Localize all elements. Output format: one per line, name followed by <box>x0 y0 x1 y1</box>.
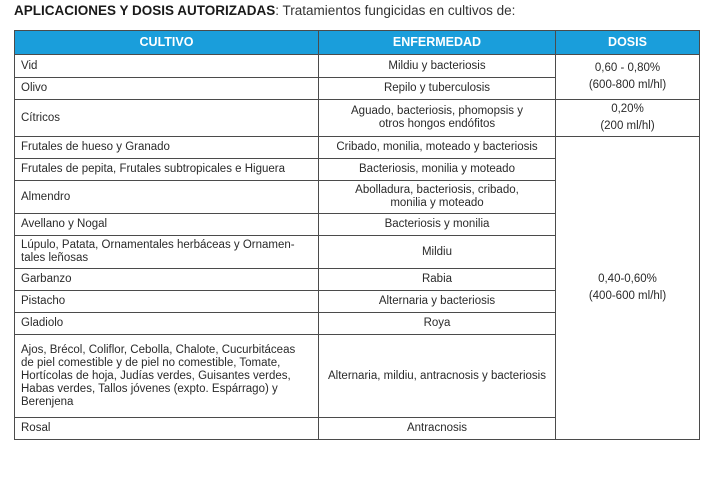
cell-dosis <box>556 137 700 440</box>
cultivo-text: Ajos, Brécol, Coliflor, Cebolla, Chalote, Cucurbitáceas <box>21 343 296 356</box>
cell-enfermedad <box>319 137 556 159</box>
cell-cultivo <box>15 181 319 214</box>
cell-enfermedad <box>319 269 556 291</box>
cell-cultivo <box>15 78 319 100</box>
cell-cultivo <box>15 236 319 269</box>
cell-dosis <box>556 55 700 100</box>
dosage-table <box>14 30 700 440</box>
cultivo-text: Frutales de hueso y Granado <box>21 141 170 153</box>
cell-enfermedad <box>319 100 556 137</box>
cell-enfermedad <box>319 181 556 214</box>
cell-cultivo <box>15 313 319 335</box>
enfermedad-text: Repilo y tuberculosis <box>383 82 491 94</box>
enfermedad-text: Mildiu <box>421 245 453 258</box>
heading-bold: APLICACIONES Y DOSIS AUTORIZADAS <box>14 3 276 18</box>
cell-enfermedad <box>319 159 556 181</box>
cell-cultivo <box>15 159 319 181</box>
cultivo-text: de piel comestible y de piel no comestible, Tomate, <box>21 356 281 369</box>
cultivo-text: Gladiolo <box>21 317 64 329</box>
cell-dosis <box>556 100 700 137</box>
cultivo-text: Avellano y Nogal <box>21 218 108 230</box>
dosis-text: (200 ml/hl) <box>600 120 655 132</box>
cell-cultivo <box>15 55 319 78</box>
enfermedad-text: Alternaria y bacteriosis <box>378 295 496 307</box>
table-heading <box>14 3 515 18</box>
cultivo-text: Vid <box>21 59 38 72</box>
dosis-text: 0,20% <box>611 103 644 115</box>
enfermedad-text: Roya <box>423 317 451 329</box>
cell-cultivo <box>15 335 319 418</box>
cultivo-text: Pistacho <box>21 295 66 307</box>
cell-enfermedad <box>319 55 556 78</box>
table-row <box>15 55 700 78</box>
enfermedad-text: Antracnosis <box>406 422 468 434</box>
enfermedad-text: Mildiu y bacteriosis <box>388 59 486 72</box>
enfermedad-text: Abolladura, bacteriosis, cribado, <box>355 184 519 196</box>
dosis-text: 0,40-0,60% <box>598 273 657 285</box>
cultivo-text: Cítricos <box>21 111 60 124</box>
table-row <box>15 100 700 137</box>
enfermedad-text: Cribado, monilia, moteado y bacteriosis <box>336 141 538 153</box>
dosis-text: (400-600 ml/hl) <box>588 290 667 302</box>
dosis-text: (600-800 ml/hl) <box>588 79 667 91</box>
cultivo-text: Frutales de pepita, Frutales subtropicales e Higuera <box>21 163 286 175</box>
enfermedad-text: otros hongos endófitos <box>378 118 496 130</box>
cell-enfermedad <box>319 236 556 269</box>
cultivo-text: Habas verdes, Tallos jóvenes (expto. Espárrago) y <box>21 382 278 395</box>
enfermedad-text: Rabia <box>421 273 453 285</box>
cultivo-text: Olivo <box>21 82 48 94</box>
cell-enfermedad <box>319 291 556 313</box>
cultivo-text: Hortícolas de hoja, Judías verdes, Guisantes verdes, <box>21 369 291 382</box>
header-enfermedad: ENFERMEDAD <box>319 31 556 55</box>
enfermedad-text: Alternaria, mildiu, antracnosis y bacteriosis <box>328 369 546 382</box>
cell-cultivo <box>15 100 319 137</box>
dosis-text: 0,60 - 0,80% <box>594 62 661 74</box>
cell-cultivo <box>15 418 319 440</box>
cultivo-text: Berenjena <box>21 395 74 408</box>
cultivo-text: Rosal <box>21 422 51 434</box>
header-dosis: DOSIS <box>556 31 700 55</box>
cell-enfermedad <box>319 313 556 335</box>
cultivo-text: Garbanzo <box>21 273 72 285</box>
cell-enfermedad <box>319 335 556 418</box>
cell-enfermedad <box>319 78 556 100</box>
cultivo-text: Lúpulo, Patata, Ornamentales herbáceas y Ornamen- <box>21 239 295 251</box>
cell-cultivo <box>15 214 319 236</box>
header-cultivo: CULTIVO <box>15 31 319 55</box>
cultivo-text: tales leñosas <box>21 252 89 264</box>
table-row <box>15 137 700 159</box>
enfermedad-text: Bacteriosis, monilia y moteado <box>359 163 515 175</box>
header-row <box>15 31 700 55</box>
cultivo-text: Almendro <box>21 190 71 203</box>
cell-cultivo <box>15 137 319 159</box>
cell-cultivo <box>15 269 319 291</box>
enfermedad-text: Aguado, bacteriosis, phomopsis y <box>351 105 523 117</box>
heading-rest: : Tratamientos fungicidas en cultivos de: <box>275 3 516 18</box>
enfermedad-text: monilia y moteado <box>390 197 484 209</box>
cell-cultivo <box>15 291 319 313</box>
cell-enfermedad <box>319 418 556 440</box>
cell-enfermedad <box>319 214 556 236</box>
enfermedad-text: Bacteriosis y monilia <box>384 218 490 230</box>
